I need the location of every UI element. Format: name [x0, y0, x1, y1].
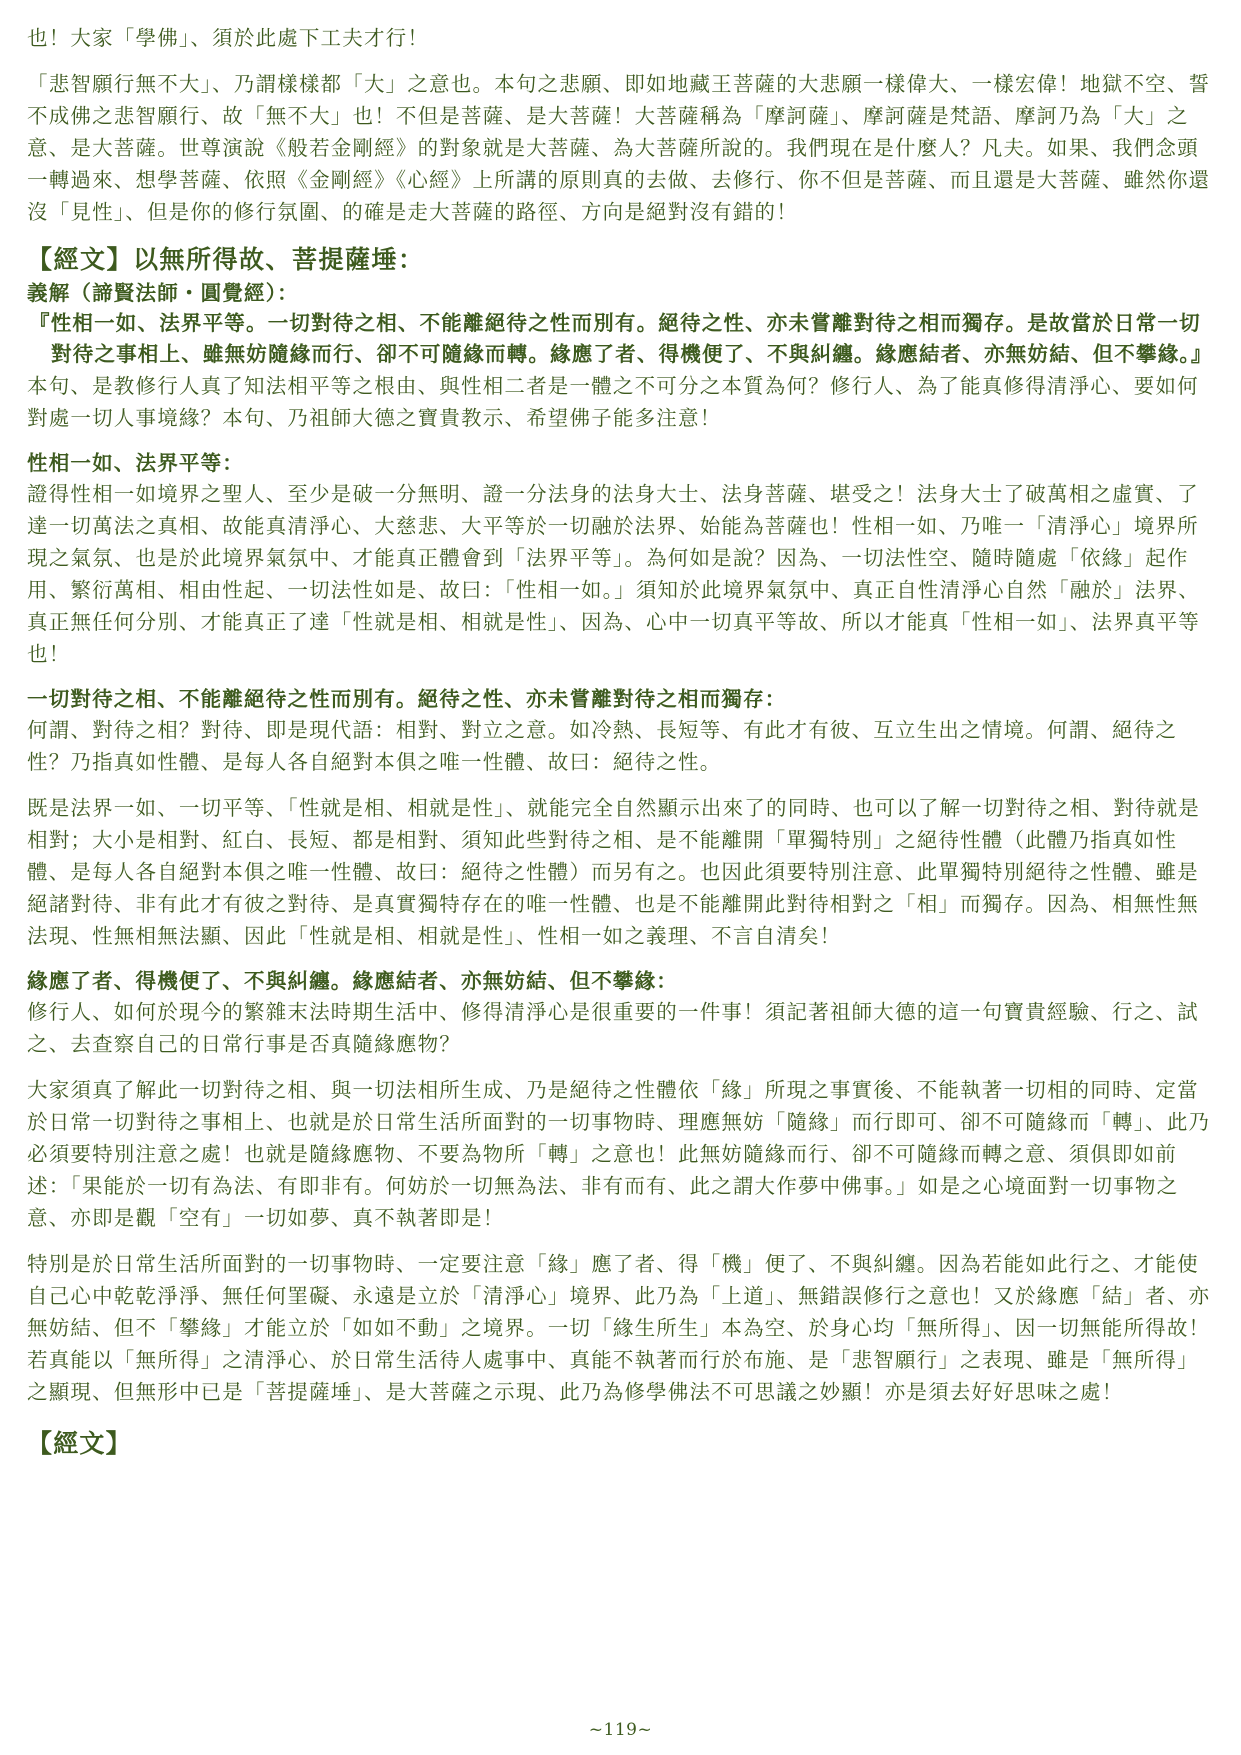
paragraph-dharma-realm: 既是法界一如、一切平等、「性就是相、相就是性」、就能完全自然顯示出來了的同時、也可以了解一切對待之相、對待就是相對；大小是相對、紅白、長短、都是相對、須知此些對待之相、是不能離開「單獨特別」之絕待性體（此體乃指真如性體、是每人各自絕對本俱之唯一性體、故曰：絕待之性體）而另有之。也因此須要特別注意、此單獨特別絕待之性體、雖是絕諸對待、非有此才有彼之對待、是真實獨特存在的唯一性體、也是不能離開此對待相對之「相」而獨存。因為、相無性無法現、性無相無法顯、因此「性就是相、相就是性」、性相一如之義理、不言自清矣！ [27, 796, 1200, 948]
commentary-quote: 『性相一如、法界平等。一切對待之相、不能離絕待之性而別有。絕待之性、亦未嘗離對待之相而獨存。是故當於日常一切對待之事相上、雖無妨隨緣而行、卻不可隨緣而轉。緣應了者、得機便了、不與糾纏。緣應結者、亦無妨結、但不攀緣。』 [29, 311, 1213, 366]
section-text-conditions: 修行人、如何於現今的繁雜末法時期生活中、修得清淨心是很重要的一件事！須記著祖師大德的這一句寶貴經驗、行之、試之、去查察自己的日常行事是否真隨緣應物？ [27, 1000, 1199, 1056]
section-text-relative-absolute: 何謂、對待之相？對待、即是現代語：相對、對立之意。如冷熱、長短等、有此才有彼、互立生出之情境。何謂、絕待之性？乃指真如性體、是每人各自絕對本俱之唯一性體、故曰：絕待之性。 [27, 718, 1178, 774]
next-sutra-heading: 【經文】 [27, 1429, 132, 1458]
section-title-nature-form: 性相一如、法界平等： [27, 451, 244, 475]
commentary-source: 義解（諦賢法師・圓覺經）： [27, 281, 299, 305]
sutra-heading: 【經文】以無所得故、菩提薩埵： [27, 245, 425, 274]
paragraph-great-compassion: 「悲智願行無不大」、乃謂樣樣都「大」之意也。本句之悲願、即如地藏王菩薩的大悲願一樣偉大、一樣宏偉！地獄不空、誓不成佛之悲智願行、故「無不大」也！不但是菩薩、是大菩薩！大菩薩稱為「摩訶薩」、摩訶薩是梵語、摩訶乃為「大」之意、是大菩薩。世尊演說《般若金剛經》的對象就是大菩薩、為大菩薩所說的。我們現在是什麼人？凡夫。如果、我們念頭一轉過來、想學菩薩、依照《金剛經》《心經》上所講的原則真的去做、去修行、你不但是菩薩、而且還是大菩薩、雖然你還沒「見性」、但是你的修行氛圍、的確是走大菩薩的路徑、方向是絕對沒有錯的！ [27, 72, 1211, 224]
paragraph-intro: 也！大家「學佛」、須於此處下工夫才行！ [27, 26, 430, 50]
page-number: ~119~ [588, 1720, 653, 1740]
paragraph-follow-conditions: 大家須真了解此一切對待之相、與一切法相所生成、乃是絕待之性體依「緣」所現之事實後、不能執著一切相的同時、定當於日常一切對待之事相上、也就是於日常生活所面對的一切事物時、理應無妨「隨緣」而行即可、卻不可隨緣而「轉」、此乃必須要特別注意之處！也就是隨緣應物、不要為物所「轉」之意也！此無妨隨緣而行、卻不可隨緣而轉之意、須俱即如前述：「果能於一切有為法、有即非有。何妨於一切無為法、非有而有、此之謂大作夢中佛事。」如是之心境面對一切事物之意、亦即是觀「空有」一切如夢、真不執著即是！ [27, 1078, 1211, 1230]
section-text-nature-form: 證得性相一如境界之聖人、至少是破一分無明、證一分法身的法身大士、法身菩薩、堪受之！法身大士了破萬相之虛實、了達一切萬法之真相、故能真清淨心、大慈悲、大平等於一切融於法界、始能為菩薩也！性相一如、乃唯一「清淨心」境界所現之氣氛、也是於此境界氣氛中、才能真正體會到「法界平等」。為何如是說？因為、一切法性空、隨時隨處「依緣」起作用、繁衍萬相、相由性起、一切法性如是、故曰：「性相一如。」須知於此境界氣氛中、真正自性清淨心自然「融於」法界、真正無任何分別、才能真正了達「性就是相、相就是性」、因為、心中一切真平等故、所以才能真「性相一如」、法界真平等也！ [27, 482, 1200, 666]
section-title-conditions: 緣應了者、得機便了、不與糾纏。緣應結者、亦無妨結、但不攀緣： [27, 969, 678, 993]
paragraph-nothing-attained: 特別是於日常生活所面對的一切事物時、一定要注意「緣」應了者、得「機」便了、不與糾纏。因為若能如此行之、才能使自己心中乾乾淨淨、無任何罣礙、永遠是立於「清淨心」境界、此乃為「上道」、無錯誤修行之意也！又於緣應「結」者、亦無妨結、但不「攀緣」才能立於「如如不動」之境界。一切「緣生所生」本為空、於身心均「無所得」、因一切無能所得故！若真能以「無所得」之清淨心、於日常生活待人處事中、真能不執著而行於布施、是「悲智願行」之表現、雖是「無所得」之顯現、但無形中已是「菩提薩埵」、是大菩薩之示現、此乃為修學佛法不可思議之妙顯！亦是須去好好思味之處！ [27, 1252, 1211, 1404]
paragraph-explanation: 本句、是教修行人真了知法相平等之根由、與性相二者是一體之不可分之本質為何？修行人、為了能真修得清淨心、要如何對處一切人事境緣？本句、乃祖師大德之寶貴教示、希望佛子能多注意！ [27, 374, 1199, 430]
section-title-relative-absolute: 一切對待之相、不能離絕待之性而別有。絕待之性、亦未嘗離對待之相而獨存： [27, 687, 787, 711]
